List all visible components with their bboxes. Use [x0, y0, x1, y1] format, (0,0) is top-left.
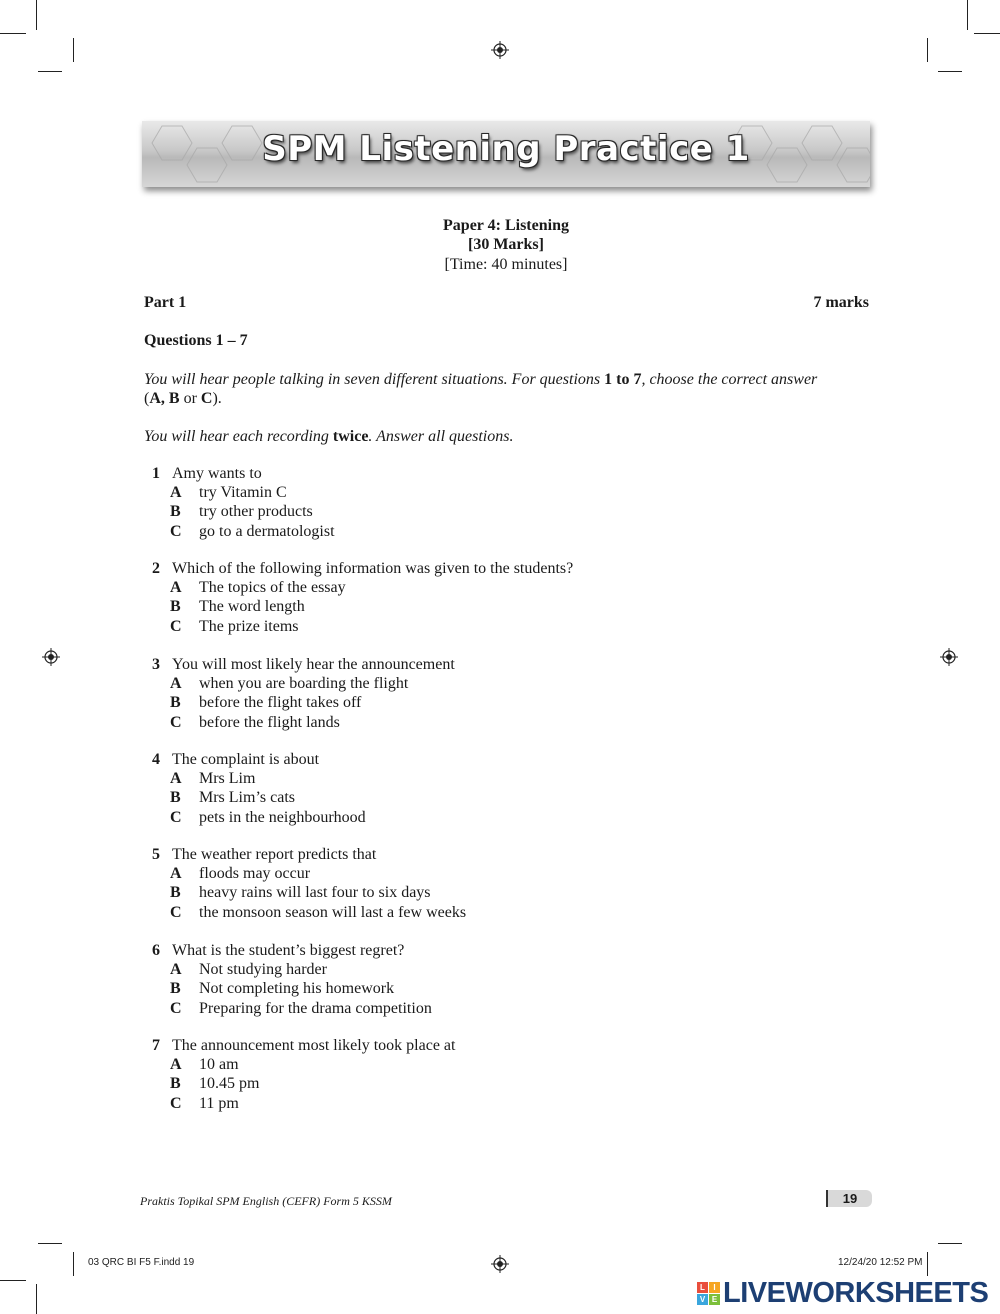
option-letter: C — [170, 713, 182, 731]
option-b[interactable] — [143, 979, 743, 998]
option-text: 10 am — [199, 1056, 239, 1074]
logo-letter: L — [697, 1282, 708, 1293]
option-text: Preparing for the drama competition — [199, 999, 432, 1017]
option-letter: C — [170, 808, 182, 826]
option-c[interactable] — [143, 617, 743, 636]
instruction-text: You will hear people talking in seven different situations. For questions — [144, 371, 605, 388]
instruction-text: You will hear each recording — [144, 428, 333, 445]
questions-heading: Questions 1 – 7 — [144, 332, 248, 349]
registration-mark-icon — [940, 648, 958, 666]
question-stem: What is the student’s biggest regret? — [172, 942, 405, 959]
crop-mark — [38, 1243, 62, 1244]
instruction-emphasis: C — [200, 390, 213, 407]
crop-mark — [36, 0, 37, 30]
question-7 — [143, 1036, 743, 1113]
option-text: before the flight takes off — [199, 694, 362, 712]
instruction-text: . Answer all questions. — [368, 428, 514, 445]
option-text: try Vitamin C — [199, 484, 287, 502]
option-a[interactable] — [143, 960, 743, 979]
option-letter: C — [170, 903, 182, 921]
registration-mark-icon — [491, 1255, 509, 1273]
crop-mark — [967, 0, 968, 30]
logo-letter: I — [709, 1282, 720, 1293]
option-text: try other products — [199, 503, 313, 521]
instruction-emphasis: twice — [332, 428, 369, 445]
crop-mark — [73, 38, 74, 62]
instruction-emphasis: A, B — [149, 390, 180, 407]
registration-mark-icon — [491, 41, 509, 59]
option-text: The prize items — [199, 617, 299, 635]
crop-mark — [73, 1252, 74, 1276]
option-c[interactable] — [143, 713, 743, 732]
crop-mark — [927, 38, 928, 62]
option-letter: B — [170, 789, 181, 807]
option-letter: B — [170, 980, 181, 998]
option-b[interactable] — [143, 502, 743, 521]
option-text: Mrs Lim’s cats — [199, 789, 295, 807]
instruction-text: ( — [144, 390, 150, 407]
option-letter: C — [170, 999, 182, 1017]
option-c[interactable] — [143, 999, 743, 1018]
instruction-text: or — [179, 390, 201, 407]
question-number: 4 — [152, 751, 160, 768]
option-b[interactable] — [143, 883, 743, 902]
part-label: Part 1 — [144, 294, 187, 311]
slug-file-info: 03 QRC BI F5 F.indd 19 — [88, 1257, 195, 1268]
option-b[interactable] — [143, 1074, 743, 1093]
part-marks: 7 marks — [813, 294, 869, 311]
option-text: The topics of the essay — [199, 579, 346, 597]
question-5 — [143, 845, 743, 922]
question-stem: The announcement most likely took place at — [172, 1037, 456, 1054]
question-number: 2 — [152, 560, 160, 577]
option-text: Mrs Lim — [199, 770, 256, 788]
book-title: Praktis Topikal SPM English (CEFR) Form 5 KSSM — [140, 1194, 392, 1208]
option-letter: B — [170, 694, 181, 712]
paper-marks: [30 Marks] — [468, 236, 544, 253]
option-letter: A — [170, 484, 182, 502]
option-c[interactable] — [143, 903, 743, 922]
option-a[interactable] — [143, 578, 743, 597]
watermark-text: LIVEWORKSHEETS — [723, 1276, 989, 1309]
instruction-emphasis: 1 to 7 — [604, 371, 642, 388]
question-stem: Amy wants to — [172, 465, 262, 482]
crop-mark — [938, 71, 962, 72]
crop-mark — [0, 33, 26, 34]
option-a[interactable] — [143, 674, 743, 693]
question-number: 7 — [152, 1037, 160, 1054]
instruction-text: , choose the correct answer — [641, 371, 818, 388]
instruction-text: ). — [212, 390, 222, 407]
option-letter: A — [170, 865, 182, 883]
option-text: when you are boarding the flight — [199, 675, 409, 693]
option-letter: A — [170, 1056, 182, 1074]
option-letter: A — [170, 770, 182, 788]
question-number: 5 — [152, 846, 160, 863]
instructions-line-1 — [144, 370, 817, 389]
page-title: SPM Listening Practice 1 — [262, 129, 750, 169]
instructions-line-2 — [144, 389, 222, 408]
option-text: Not completing his homework — [199, 980, 395, 998]
option-b[interactable] — [143, 693, 743, 712]
option-text: the monsoon season will last a few weeks — [199, 903, 467, 921]
option-text: before the flight lands — [199, 713, 340, 731]
option-text: The word length — [199, 598, 305, 616]
option-c[interactable] — [143, 522, 743, 541]
paper-title: Paper 4: Listening — [443, 217, 569, 234]
registration-mark-icon — [42, 648, 60, 666]
question-1 — [143, 464, 743, 541]
option-letter: B — [170, 1075, 181, 1093]
option-letter: B — [170, 503, 181, 521]
option-text: Not studying harder — [199, 961, 327, 979]
option-text: 10.45 pm — [199, 1075, 260, 1093]
question-4 — [143, 750, 743, 827]
option-text: 11 pm — [199, 1094, 239, 1112]
question-2 — [143, 559, 743, 636]
option-a[interactable] — [143, 769, 743, 788]
crop-mark — [974, 33, 1000, 34]
option-text: heavy rains will last four to six days — [199, 884, 431, 902]
option-letter: A — [170, 579, 182, 597]
option-letter: C — [170, 617, 182, 635]
option-text: go to a dermatologist — [199, 522, 335, 540]
logo-letter: V — [697, 1294, 708, 1305]
paper-time: [Time: 40 minutes] — [444, 256, 568, 273]
crop-mark — [38, 71, 62, 72]
option-a[interactable] — [143, 483, 743, 502]
question-stem: You will most likely hear the announcement — [172, 656, 455, 673]
page-number: 19 — [826, 1190, 872, 1207]
option-letter: C — [170, 522, 182, 540]
option-a[interactable] — [143, 1055, 743, 1074]
question-stem: Which of the following information was given to the students? — [172, 560, 574, 577]
option-c[interactable] — [143, 808, 743, 827]
crop-mark — [36, 1284, 37, 1314]
option-letter: C — [170, 1094, 182, 1112]
option-a[interactable] — [143, 864, 743, 883]
option-letter: B — [170, 884, 181, 902]
option-c[interactable] — [143, 1094, 743, 1113]
option-letter: B — [170, 598, 181, 616]
question-stem: The weather report predicts that — [172, 846, 377, 863]
question-6 — [143, 941, 743, 1018]
option-b[interactable] — [143, 597, 743, 616]
option-text: floods may occur — [199, 865, 311, 883]
option-letter: A — [170, 961, 182, 979]
question-number: 3 — [152, 656, 160, 673]
liveworksheets-watermark[interactable] — [697, 1277, 988, 1309]
crop-mark — [0, 1280, 26, 1281]
question-3 — [143, 655, 743, 732]
option-b[interactable] — [143, 788, 743, 807]
crop-mark — [927, 1252, 928, 1276]
crop-mark — [938, 1243, 962, 1244]
slug-timestamp: 12/24/20 12:52 PM — [838, 1257, 923, 1268]
liveworksheets-logo-icon — [697, 1282, 720, 1305]
question-stem: The complaint is about — [172, 751, 320, 768]
option-text: pets in the neighbourhood — [199, 808, 366, 826]
instructions-line-3 — [144, 427, 513, 446]
question-number: 6 — [152, 942, 160, 959]
title-banner — [142, 121, 870, 187]
logo-letter: E — [709, 1294, 720, 1305]
option-letter: A — [170, 675, 182, 693]
question-number: 1 — [152, 465, 160, 482]
